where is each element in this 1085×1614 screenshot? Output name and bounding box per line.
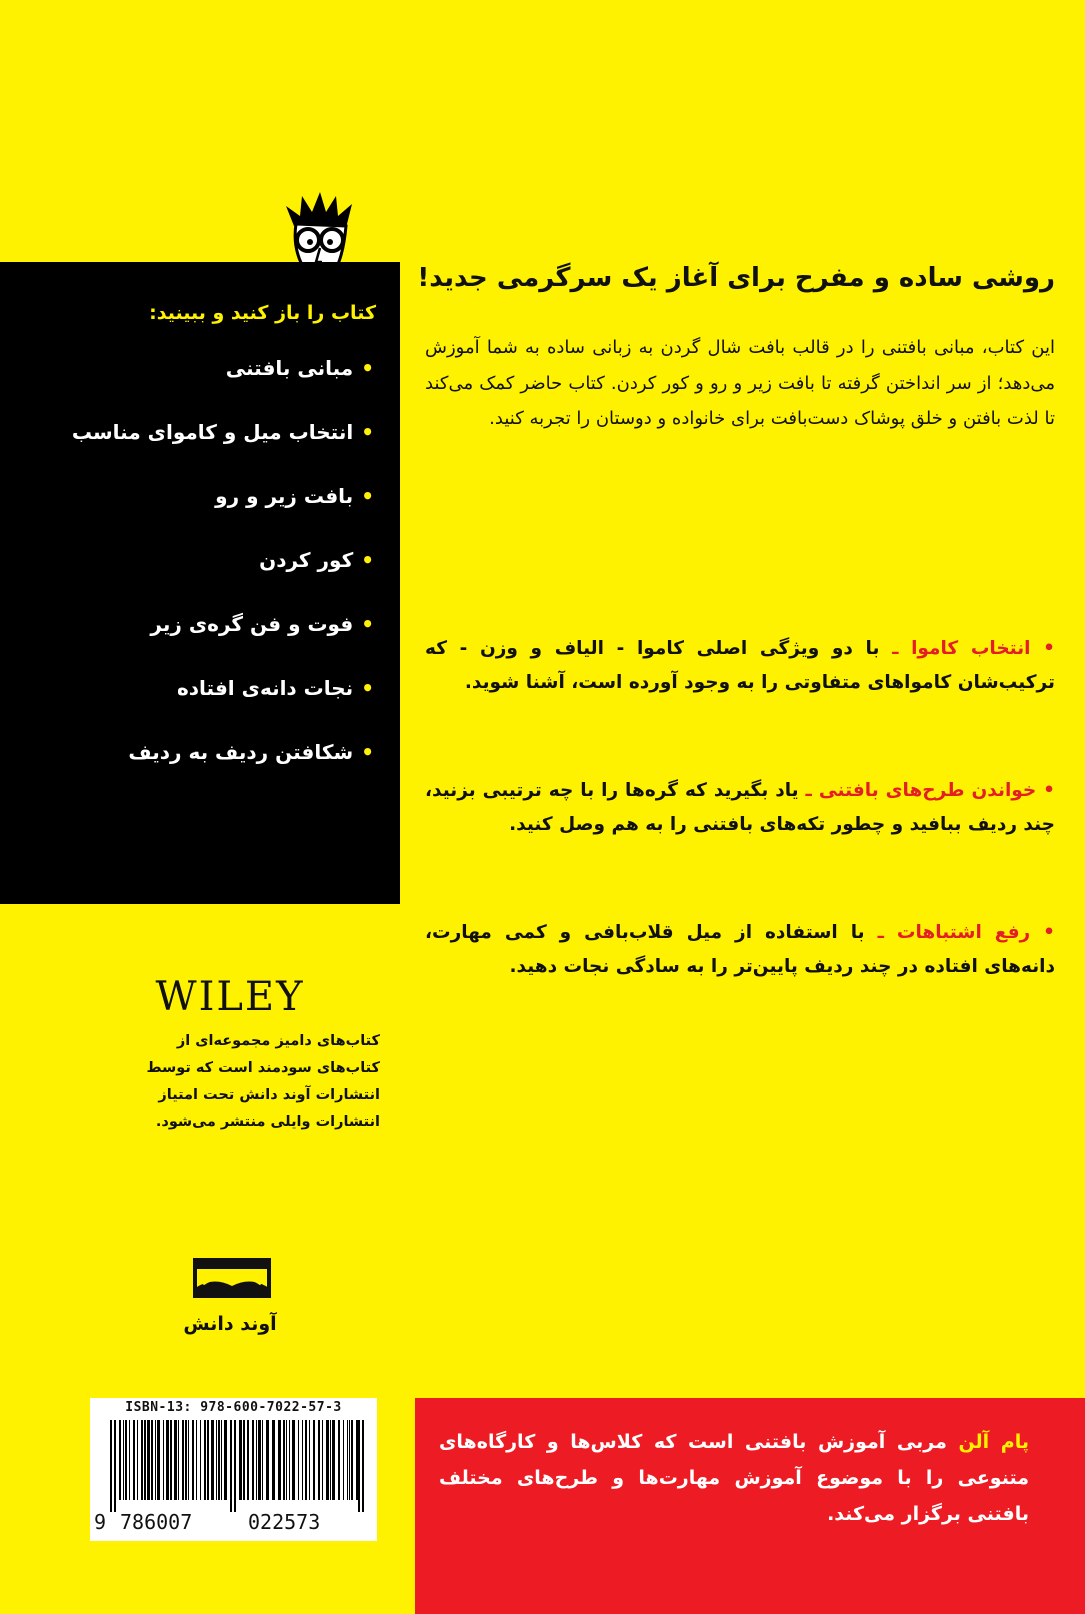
barcode-bar (182, 1420, 184, 1500)
intro-paragraph: این کتاب، مبانی بافتنی را در قالب بافت شال گردن به زبانی ساده به شما آموزش می‌دهد؛ از سر انداختن گرفته تا بافت زیر و رو و کور کردن. کتاب حاضر کمک می‌کند تا لذت بافتن و خلق پوشاک دست‌بافت برای خانواده و دوستان را تجربه کنید. (425, 337, 1055, 429)
barcode-bar (141, 1420, 143, 1500)
barcode-bar (114, 1420, 116, 1512)
barcode-bar (110, 1420, 112, 1512)
list-item (14, 674, 374, 738)
barcode-bar (218, 1420, 220, 1500)
barcode-bar (196, 1420, 197, 1500)
list-item (14, 418, 374, 482)
headline: روشی ساده و مفرح برای آغاز یک سرگرمی جدید! (417, 263, 1055, 293)
sidebar-list (14, 354, 374, 802)
list-item-label: شکافتن ردیف به ردیف (128, 740, 354, 764)
feature-heading: • رفع اشتباهات ـ (877, 922, 1055, 943)
barcode-bar (266, 1420, 269, 1500)
barcode-bar (207, 1420, 209, 1500)
sidebar-title: کتاب را باز کنید و ببینید: (149, 302, 376, 324)
barcode-bar (330, 1420, 331, 1500)
list-item-label: نجات دانه‌ی افتاده (176, 676, 354, 700)
barcode-bar (123, 1420, 124, 1500)
bullet: • (361, 356, 374, 380)
author-box (415, 1398, 1085, 1614)
barcode-bar (289, 1420, 290, 1500)
list-item-label: بافت زیر و رو (215, 484, 354, 508)
barcode-digit-left: 786007 (120, 1510, 193, 1534)
barcode-bar (188, 1420, 189, 1500)
barcode-bar (155, 1420, 156, 1500)
barcode-bar (185, 1420, 187, 1500)
barcode-bar (170, 1420, 172, 1500)
barcode-bars (96, 1420, 371, 1512)
barcode-bar (239, 1420, 242, 1500)
barcode-bar (358, 1420, 360, 1512)
barcode-bar (157, 1420, 160, 1500)
barcode-bar (192, 1420, 194, 1500)
barcode-bar (278, 1420, 281, 1500)
book-logo-icon (193, 1258, 271, 1298)
barcode-bar (313, 1420, 315, 1500)
barcode-bar (262, 1420, 263, 1500)
barcode-bar (166, 1420, 169, 1500)
barcode-bar (362, 1420, 364, 1512)
barcode-bar (286, 1420, 287, 1500)
feature-heading: • خواندن طرح‌های بافتنی ـ (805, 780, 1055, 801)
barcode-bar (292, 1420, 295, 1500)
feature-body: با استفاده از میل قلاب‌بافی و کمی مهارت، دانه‌های افتاده در چند ردیف پایین‌تر را به سادگی نجات دهید. (425, 922, 1055, 977)
barcode-bar (322, 1420, 323, 1500)
barcode-bar (309, 1420, 310, 1500)
feature-patterns (425, 774, 1055, 842)
feature-body: با دو ویژگی اصلی کاموا - الیاف و وزن - که ترکیب‌شان کاموا‌های متفاوتی را به وجود آورده است، آشنا شوید. (425, 638, 1055, 693)
bullet: • (361, 548, 374, 572)
barcode-bar (174, 1420, 177, 1500)
barcode-bar (133, 1420, 135, 1500)
list-item (14, 354, 374, 418)
barcode-bar (283, 1420, 285, 1500)
barcode-bar (318, 1420, 320, 1500)
bullet: • (361, 420, 374, 444)
barcode-bar (230, 1420, 232, 1512)
barcode-bar (326, 1420, 329, 1500)
barcode-bar (129, 1420, 130, 1500)
wiley-description: کتاب‌های دامیز مجموعه‌ای از کتاب‌های سودمند است که توسط انتشارات آوند دانش تحت امتیاز انتشارات وایلی منتشر می‌شود. (146, 1033, 380, 1130)
barcode-bar (302, 1420, 303, 1500)
author-bio (439, 1424, 1029, 1532)
author-description: مربی آموزش بافتنی است که کلاس‌ها و کارگاه‌های متنوعی را با موضوع آموزش مهارت‌ها و طرح‌های مختلف بافتنی برگزار می‌کند. (439, 1431, 1029, 1525)
barcode-bar (338, 1420, 340, 1500)
barcode-bar (147, 1420, 150, 1500)
barcode-bar (178, 1420, 179, 1500)
barcode-bar (163, 1420, 164, 1500)
bullet: • (361, 484, 374, 508)
feature-yarn (425, 632, 1055, 700)
list-item (14, 610, 374, 674)
publisher-name: آوند دانش (183, 1313, 277, 1335)
barcode-bar (258, 1420, 261, 1500)
barcode-bar (256, 1420, 257, 1500)
barcode-bar (272, 1420, 275, 1500)
barcode-bar (243, 1420, 245, 1500)
barcode-bar (247, 1420, 249, 1500)
list-item-label: مبانی بافتنی (225, 356, 354, 380)
barcode-bar (211, 1420, 214, 1500)
barcode-bar (144, 1420, 146, 1500)
feature-heading: • انتخاب کاموا ـ (892, 638, 1055, 659)
sidebar (0, 262, 400, 904)
barcode-bar (221, 1420, 222, 1500)
list-item-label: کور کردن (259, 548, 354, 572)
list-item (14, 482, 374, 546)
feature-body: یاد بگیرید که گره‌ها را با چه ترتیبی بزنید، چند ردیف ببافید و چطور تکه‌های بافتنی را به هم وصل کنید. (425, 780, 1055, 835)
isbn-label: ISBN-13: 978-600-7022-57-3 (125, 1400, 342, 1415)
barcode-bar (351, 1420, 353, 1500)
list-item-label: فوت و فن گره‌ی زیر (150, 612, 354, 636)
author-name: پام آلن (958, 1431, 1029, 1453)
barcode-bar (224, 1420, 227, 1500)
list-item (14, 546, 374, 610)
list-item (14, 738, 374, 802)
barcode-bar (204, 1420, 206, 1500)
wiley-logo: WILEY (155, 974, 305, 1020)
barcode-bar (343, 1420, 344, 1500)
barcode-bar (216, 1420, 217, 1500)
bullet: • (361, 676, 374, 700)
barcode-bar (119, 1420, 121, 1500)
barcode-digit-right: 022573 (248, 1510, 321, 1534)
barcode (90, 1398, 377, 1541)
barcode-bar (252, 1420, 254, 1500)
barcode-bar (125, 1420, 127, 1500)
list-item-label: انتخاب میل و کاموای مناسب (71, 420, 354, 444)
bullet: • (361, 740, 374, 764)
barcode-bar (332, 1420, 335, 1500)
barcode-bar (305, 1420, 307, 1500)
barcode-bar (347, 1420, 348, 1500)
feature-mistakes (425, 916, 1055, 984)
barcode-bar (349, 1420, 350, 1500)
bullet: • (361, 612, 374, 636)
barcode-bar (234, 1420, 236, 1512)
barcode-digit-prefix: 9 (94, 1510, 107, 1534)
barcode-bar (137, 1420, 138, 1500)
barcode-bar (298, 1420, 299, 1500)
barcode-bar (151, 1420, 153, 1500)
barcode-bar (200, 1420, 201, 1500)
